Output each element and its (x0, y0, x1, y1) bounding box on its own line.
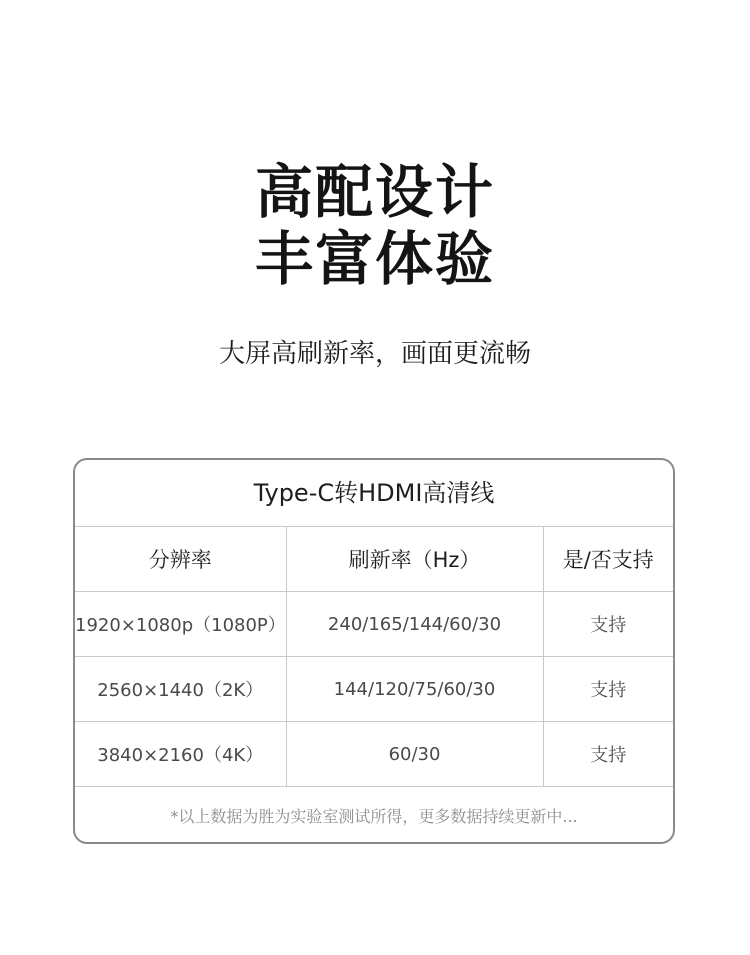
column-header-supported: 是/否支持 (543, 527, 673, 592)
cell-supported: 支持 (543, 722, 673, 787)
cell-refresh-rate: 240/165/144/60/30 (286, 592, 543, 657)
spec-table (75, 527, 673, 787)
headline-line-2: 丰富体验 (254, 225, 495, 293)
cell-supported: 支持 (543, 657, 673, 722)
cell-refresh-rate: 60/30 (286, 722, 543, 787)
subtitle: 大屏高刷新率，画面更流畅 (218, 339, 531, 369)
table-row (75, 722, 673, 787)
cell-refresh-rate: 144/120/75/60/30 (286, 657, 543, 722)
cell-resolution: 3840×2160（4K） (75, 722, 286, 787)
footnote: *以上数据为胜为实验室测试所得，更多数据持续更新中... (170, 807, 578, 826)
cell-resolution: 2560×1440（2K） (75, 657, 286, 722)
column-header-refresh-rate: 刷新率（Hz） (286, 527, 543, 592)
cell-supported: 支持 (543, 592, 673, 657)
spec-table-title: Type-C转HDMI高清线 (75, 460, 673, 527)
cell-resolution: 1920×1080p（1080P） (75, 592, 286, 657)
spec-table-card (73, 458, 675, 844)
table-row (75, 657, 673, 722)
table-header-row (75, 527, 673, 592)
column-header-resolution: 分辨率 (75, 527, 286, 592)
table-row (75, 592, 673, 657)
headline-line-1: 高配设计 (254, 158, 495, 226)
